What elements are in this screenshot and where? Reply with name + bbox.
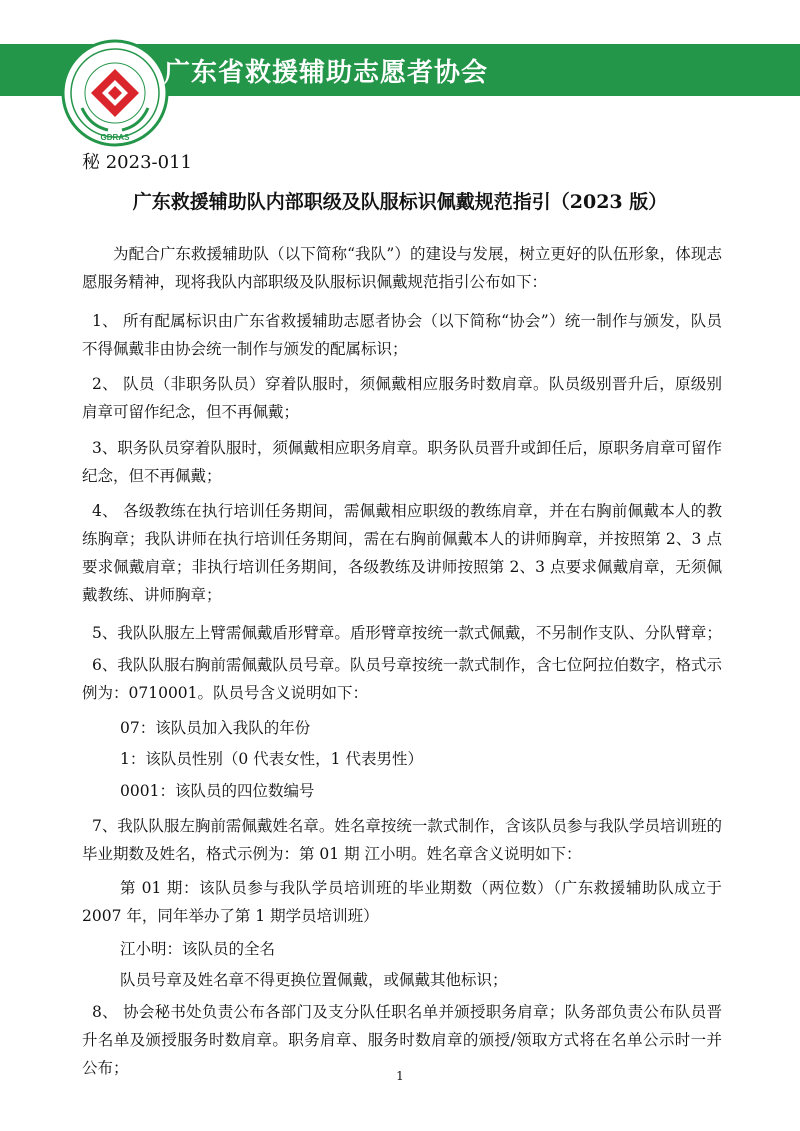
- paragraph-item-7: 7、我队队服左胸前需佩戴姓名章。姓名章按统一款式制作，含该队员参与我队学员培训班的毕业期数及姓名，格式示例为：第 01 期 江小明。姓名章含义说明如下：: [82, 817, 722, 863]
- page-number: 1: [396, 1069, 404, 1083]
- name-explain-period: 第 01 期：该队员参与我队学员培训班的毕业期数（两位数）（广东救援辅助队成立于 2007 年，同年举办了第 1 期学员培训班）: [82, 879, 722, 925]
- paragraph-item-1: 1、 所有配属标识由广东省救援辅助志愿者协会（以下简称“协会”）统一制作与颁发，队员不得佩戴非由协会统一制作与颁发的配属标识；: [82, 312, 722, 358]
- paragraph-item-8: 8、 协会秘书处负责公布各部门及支分队任职名单并颁授职务肩章；队务部负责公布队员晋升名单及颁授服务时数肩章。职务肩章、服务时数肩章的颁授/领取方式将在名单公示时一并公布；: [82, 1003, 722, 1077]
- paragraph-item-3: 3、职务队员穿着队服时，须佩戴相应职务肩章。职务队员晋升或卸任后，原职务肩章可留作纪念，但不再佩戴；: [82, 439, 722, 485]
- id-explain-gender: 1：该队员性别（0 代表女性，1 代表男性）: [120, 750, 423, 768]
- document-title: 广东救援辅助队内部职级及队服标识佩戴规范指引（2023 版）: [132, 191, 668, 213]
- badge-position-rule: 队员号章及姓名章不得更换位置佩戴，或佩戴其他标识；: [120, 971, 508, 989]
- document-number: 秘 2023-011: [82, 152, 192, 173]
- name-explain-fullname: 江小明：该队员的全名: [120, 940, 276, 958]
- paragraph-intro: 为配合广东救援辅助队（以下简称“我队”）的建设与发展，树立更好的队伍形象，体现志愿服务精神，现将我队内部职级及队服标识佩戴规范指引公布如下：: [82, 245, 722, 291]
- paragraph-item-4: 4、 各级教练在执行培训任务期间，需佩戴相应职级的教练肩章，并在右胸前佩戴本人的教练胸章；我队讲师在执行培训任务期间，需在右胸前佩戴本人的讲师胸章，并按照第 2、3 点要求佩戴肩章；非执行培训任务期间，各级教练及讲师按照第 2、3 点要求佩戴肩章，无须佩戴教练、讲师胸章；: [82, 502, 722, 604]
- organization-logo: [60, 38, 170, 148]
- paragraph-item-5: 5、我队队服左上臂需佩戴盾形臂章。盾形臂章按统一款式佩戴，不另制作支队、分队臂章；: [92, 624, 722, 642]
- paragraph-item-2: 2、 队员（非职务队员）穿着队服时，须佩戴相应服务时数肩章。队员级别晋升后，原级别肩章可留作纪念，但不再佩戴；: [82, 375, 722, 421]
- id-explain-year: 07：该队员加入我队的年份: [120, 719, 311, 737]
- id-explain-number: 0001：该队员的四位数编号: [120, 782, 315, 800]
- logo-abbreviation: GDRAS: [100, 133, 130, 142]
- paragraph-item-6: 6、我队队服右胸前需佩戴队员号章。队员号章按统一款式制作，含七位阿拉伯数字，格式示例为：0710001。队员号含义说明如下：: [82, 656, 722, 702]
- organization-name: 广东省救援辅助志愿者协会: [164, 58, 489, 88]
